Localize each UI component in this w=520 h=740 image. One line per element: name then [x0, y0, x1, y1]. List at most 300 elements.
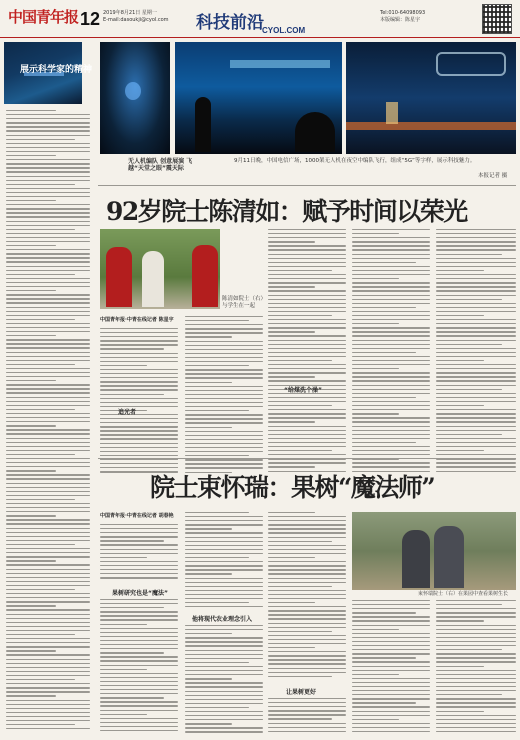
text-line [6, 560, 56, 561]
text-line [268, 590, 346, 591]
article2-photo [352, 512, 516, 590]
text-line [268, 520, 346, 521]
text-line [436, 678, 516, 679]
text-line [436, 661, 516, 662]
text-line [185, 341, 263, 342]
date-line: 2019年8月21日 星期一 [103, 10, 157, 16]
text-line [6, 319, 75, 320]
text-line [185, 398, 263, 399]
text-line [185, 316, 263, 317]
text-line [100, 455, 178, 456]
text-line [6, 622, 90, 623]
text-line [185, 345, 263, 346]
text-line [268, 290, 346, 291]
text-line [436, 327, 516, 328]
text-line [185, 715, 263, 716]
text-line [352, 719, 399, 720]
text-line [6, 331, 90, 332]
text-line [352, 393, 430, 394]
text-line [185, 650, 263, 651]
text-line [268, 376, 315, 377]
text-line [436, 311, 516, 312]
text-line [352, 409, 430, 410]
text-line [436, 454, 516, 455]
text-line [352, 376, 430, 377]
text-line [436, 702, 516, 703]
editor-line: 本版编辑：陈星宇 [380, 17, 421, 23]
text-line [352, 405, 430, 406]
article2-subhead-2: 他将现代农业理念引入 [192, 616, 253, 623]
text-line [268, 274, 346, 275]
text-line [6, 294, 90, 295]
text-line [436, 262, 516, 263]
article2-col2b-text [185, 625, 263, 737]
text-line [185, 447, 263, 448]
text-line [6, 454, 75, 455]
text-line [6, 368, 90, 369]
text-line [268, 663, 346, 664]
text-line [185, 637, 263, 638]
text-line [268, 401, 346, 402]
text-line [268, 643, 346, 644]
text-line [6, 650, 56, 651]
text-line [6, 491, 90, 492]
text-line [6, 163, 90, 164]
text-line [185, 731, 263, 732]
text-line [268, 380, 346, 381]
text-line [185, 357, 263, 358]
text-line [352, 397, 416, 398]
text-line [352, 600, 430, 601]
text-line [268, 718, 332, 719]
text-line [436, 446, 516, 447]
text-line [436, 282, 516, 283]
text-line [268, 668, 346, 669]
text-line [100, 344, 178, 345]
text-line [352, 430, 430, 431]
text-line [352, 348, 430, 349]
text-line [6, 515, 56, 516]
text-line [6, 392, 90, 393]
text-line [436, 434, 502, 435]
text-line [436, 670, 516, 671]
text-line [100, 689, 178, 690]
text-line [436, 315, 484, 316]
text-line [436, 694, 502, 695]
text-line [185, 328, 263, 329]
text-line [352, 286, 430, 287]
text-line [436, 233, 516, 234]
text-line [185, 365, 249, 366]
text-line [268, 319, 346, 320]
text-line [100, 536, 178, 537]
text-line [100, 705, 178, 706]
text-line [185, 528, 232, 529]
text-line [352, 364, 430, 365]
text-line [352, 637, 430, 638]
text-line [268, 512, 315, 513]
text-line [268, 409, 346, 410]
text-line [6, 429, 90, 430]
text-line [352, 389, 430, 390]
text-line [100, 373, 178, 374]
text-line [100, 389, 178, 390]
text-line [185, 662, 249, 663]
text-line [436, 625, 516, 626]
text-line [100, 632, 178, 633]
text-line [6, 700, 90, 701]
text-line [6, 536, 90, 537]
text-line [268, 368, 346, 369]
article1-col3-text [268, 229, 346, 478]
text-line [268, 639, 346, 640]
text-line [352, 401, 430, 402]
text-line [100, 406, 178, 407]
text-line [185, 320, 249, 321]
photo-caption-right: 9月11日晚，中国电信广场，1000架无人机在夜空中编队飞行，组成“5G”等字样，展示科技魅力。 [234, 158, 476, 164]
text-line [100, 677, 178, 678]
text-line [185, 590, 263, 591]
text-line [352, 344, 430, 345]
text-line [268, 282, 346, 283]
text-line [436, 612, 516, 613]
text-line [6, 188, 90, 189]
text-line [268, 524, 346, 525]
text-line [185, 336, 232, 337]
page-number: 12 [80, 9, 101, 29]
text-line [352, 698, 430, 699]
text-line [185, 394, 263, 395]
text-line [268, 352, 346, 353]
article2-col3-text [268, 512, 346, 684]
text-line [352, 249, 430, 250]
text-line [6, 433, 90, 434]
text-line [100, 665, 178, 666]
text-line [185, 723, 232, 724]
text-line [6, 323, 90, 324]
text-line [268, 331, 315, 332]
text-line [185, 625, 263, 626]
text-line [436, 438, 516, 439]
text-line [6, 438, 90, 439]
top-kicker: 展示科学家的精神 [20, 65, 93, 75]
text-line [436, 731, 516, 732]
text-line [185, 524, 263, 525]
text-line [436, 340, 516, 341]
text-line [185, 699, 263, 700]
text-line [100, 710, 178, 711]
text-line [6, 548, 90, 549]
text-line [352, 649, 430, 650]
text-line [6, 605, 56, 606]
text-line [268, 286, 315, 287]
text-line [6, 130, 90, 131]
text-line [6, 388, 90, 389]
text-line [268, 249, 346, 250]
text-line [6, 171, 90, 172]
text-line [6, 274, 75, 275]
text-line [268, 631, 332, 632]
text-line [6, 327, 90, 328]
text-line [6, 372, 90, 373]
text-line [436, 711, 484, 712]
text-line [6, 298, 90, 299]
text-line [185, 349, 263, 350]
text-line [352, 694, 430, 695]
text-line [6, 724, 75, 725]
text-line [268, 413, 346, 414]
text-line [436, 426, 516, 427]
text-line [185, 561, 263, 562]
text-line [6, 642, 90, 643]
text-line [352, 356, 430, 357]
text-line [436, 290, 516, 291]
text-line [185, 674, 263, 675]
text-line [6, 483, 90, 484]
text-line [6, 167, 90, 168]
text-line [185, 719, 263, 720]
text-line [436, 620, 484, 621]
text-line [185, 390, 263, 391]
text-line [6, 376, 90, 377]
text-line [436, 417, 516, 418]
text-line [100, 549, 178, 550]
text-line [6, 601, 90, 602]
text-line [352, 254, 430, 255]
text-line [436, 719, 516, 720]
text-line [436, 364, 516, 365]
text-line [352, 421, 430, 422]
text-line [100, 652, 164, 653]
text-line [6, 335, 56, 336]
text-line [436, 698, 516, 699]
text-line [436, 397, 516, 398]
text-line [436, 690, 516, 691]
text-line [352, 682, 430, 683]
text-line [100, 603, 178, 604]
text-line [436, 254, 502, 255]
text-line [185, 598, 263, 599]
text-line [436, 245, 516, 246]
text-line [268, 258, 346, 259]
text-line [100, 540, 164, 541]
text-line [352, 442, 416, 443]
text-line [185, 569, 263, 570]
text-line [268, 727, 346, 728]
text-line [185, 553, 263, 554]
text-line [268, 397, 346, 398]
text-line [6, 282, 90, 283]
article2-col3b-text [268, 698, 346, 737]
text-line [6, 204, 90, 205]
text-line [268, 237, 346, 238]
text-line [352, 368, 399, 369]
text-line [185, 414, 263, 415]
text-line [268, 442, 346, 443]
text-line [268, 299, 346, 300]
article2-col5-text [436, 600, 516, 737]
text-line [352, 426, 430, 427]
text-line [268, 335, 346, 336]
text-line [436, 666, 484, 667]
text-line [100, 332, 178, 333]
text-line [185, 459, 263, 460]
text-line [6, 241, 90, 242]
text-line [6, 630, 90, 631]
text-line [185, 406, 263, 407]
text-line [6, 683, 90, 684]
text-line [100, 685, 178, 686]
section-title: 科技前沿 [196, 13, 264, 33]
text-line [100, 607, 164, 608]
text-line [185, 324, 263, 325]
text-line [268, 262, 346, 263]
article2-col2-text [185, 512, 263, 612]
text-line [352, 438, 430, 439]
text-line [100, 619, 178, 620]
text-line [100, 361, 178, 362]
text-line [6, 511, 90, 512]
text-line [100, 532, 178, 533]
text-line [185, 582, 263, 583]
text-line [352, 625, 430, 626]
text-line [100, 573, 178, 574]
text-line [100, 557, 147, 558]
text-line [185, 682, 263, 683]
text-line [6, 311, 90, 312]
text-line [352, 454, 430, 455]
text-line [436, 616, 516, 617]
text-line [352, 727, 430, 728]
text-line [436, 442, 516, 443]
text-line [352, 670, 430, 671]
text-line [268, 245, 346, 246]
text-line [6, 200, 56, 201]
text-line [352, 327, 430, 328]
text-line [352, 645, 430, 646]
text-line [268, 430, 346, 431]
text-line [6, 237, 90, 238]
text-line [436, 405, 484, 406]
text-line [6, 499, 75, 500]
text-line [6, 364, 75, 365]
text-line [436, 286, 516, 287]
text-line [100, 656, 178, 657]
text-line [185, 691, 263, 692]
text-line [352, 616, 430, 617]
text-line [6, 585, 90, 586]
text-line [268, 356, 346, 357]
text-line [436, 229, 516, 230]
text-line [185, 541, 263, 542]
text-line [6, 208, 90, 209]
text-line [268, 278, 346, 279]
text-line [436, 344, 502, 345]
text-line [6, 360, 90, 361]
text-line [6, 266, 90, 267]
text-line [352, 274, 430, 275]
text-line [436, 307, 516, 308]
text-line [100, 730, 178, 731]
text-line [6, 626, 90, 627]
text-line [268, 315, 332, 316]
text-line [352, 653, 430, 654]
text-line [268, 446, 346, 447]
text-line [436, 430, 516, 431]
text-line [6, 679, 75, 680]
text-line [6, 343, 90, 344]
text-line [352, 706, 430, 707]
text-line [6, 221, 90, 222]
text-line [185, 678, 232, 679]
text-line [185, 451, 263, 452]
text-line [6, 425, 56, 426]
text-line [185, 431, 263, 432]
text-line [352, 604, 430, 605]
text-line [268, 731, 346, 732]
article1-subhead-2: 追光者 [118, 409, 137, 416]
header-right [380, 10, 470, 24]
text-line [100, 434, 178, 435]
photo-credit: 本报记者 摄 [478, 173, 508, 179]
text-line [436, 682, 516, 683]
text-line [100, 353, 178, 354]
text-line [436, 409, 516, 410]
text-line [6, 253, 90, 254]
text-line [352, 661, 430, 662]
text-line [6, 229, 75, 230]
text-line [185, 512, 249, 513]
text-line [185, 645, 263, 646]
text-line [436, 376, 516, 377]
text-line [436, 421, 516, 422]
text-line [6, 216, 90, 217]
text-line [436, 352, 516, 353]
text-line [352, 258, 430, 259]
text-line [185, 641, 263, 642]
text-line [436, 385, 516, 386]
text-line [268, 241, 315, 242]
text-line [352, 311, 430, 312]
text-line [6, 654, 90, 655]
text-line [185, 666, 263, 667]
text-line [100, 644, 178, 645]
text-line [268, 578, 346, 579]
text-line [436, 249, 516, 250]
text-line [100, 561, 178, 562]
text-line [268, 532, 346, 533]
text-line [6, 139, 75, 140]
text-line [352, 690, 430, 691]
text-line [268, 327, 346, 328]
text-line [6, 614, 90, 615]
text-line [268, 723, 346, 724]
text-line [185, 532, 263, 533]
newspaper-logo: 中国青年报 [8, 8, 79, 26]
text-line [268, 714, 346, 715]
text-line [352, 237, 430, 238]
text-line [268, 537, 346, 538]
text-line [268, 594, 346, 595]
text-line [436, 629, 516, 630]
text-line [6, 413, 90, 414]
text-line [100, 414, 178, 415]
text-line [268, 344, 346, 345]
text-line [268, 426, 346, 427]
text-line [268, 340, 346, 341]
text-line [268, 598, 346, 599]
text-line [268, 266, 346, 267]
